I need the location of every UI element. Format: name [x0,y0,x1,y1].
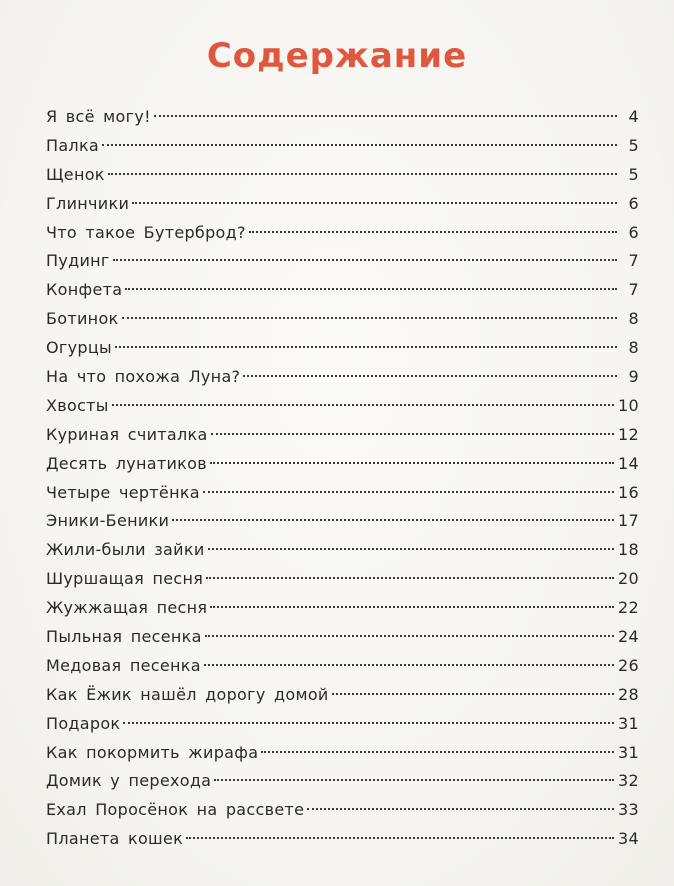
dot-leader [186,837,614,839]
toc-entry-page-number: 7 [628,280,639,300]
toc-entry-title: Как Ёжик нашёл дорогу домой [46,684,329,704]
toc-entry-title: Хвосты [46,395,109,415]
page-title: Содержание [206,36,468,76]
toc-entry-page-number: 6 [628,222,639,242]
toc-entry [46,767,639,796]
toc-entry-title: Пудинг [46,251,110,271]
toc-entry [46,190,639,219]
table-of-contents [46,103,639,854]
toc-entry-page-number: 12 [618,424,639,444]
toc-entry-title: Десять лунатиков [46,453,207,473]
dot-leader [210,462,614,464]
toc-entry [46,681,639,710]
toc-entry [46,305,639,334]
toc-entry [46,363,639,392]
toc-entry-page-number: 16 [618,482,639,502]
toc-entry-page-number: 31 [618,742,639,762]
toc-entry [46,479,639,508]
toc-entry-page-number: 10 [618,395,639,415]
toc-entry-title: Куриная считалка [46,424,208,444]
toc-entry [46,536,639,565]
toc-entry-title: Медовая песенка [46,655,201,675]
toc-entry [46,825,639,854]
dot-leader [261,751,614,753]
dot-leader [204,664,614,666]
dot-leader [205,635,614,637]
toc-entry-title: Планета кошек [46,829,184,849]
dot-leader [307,808,614,810]
dot-leader [115,346,617,348]
dot-leader [123,722,614,724]
toc-entry [46,739,639,768]
toc-entry-title: Жили-были зайки [46,540,205,560]
toc-entry-page-number: 9 [628,367,639,387]
toc-entry [46,565,639,594]
toc-entry-page-number: 24 [618,627,639,647]
toc-entry [46,247,639,276]
toc-entry-page-number: 26 [618,655,639,675]
toc-entry [46,623,639,652]
dot-leader [332,693,614,695]
dot-leader [249,231,617,233]
toc-entry [46,421,639,450]
dot-leader [210,606,614,608]
dot-leader [112,404,614,406]
toc-entry-page-number: 14 [618,453,639,473]
toc-entry-page-number: 17 [618,511,639,531]
toc-entry-title: Эники-Беники [46,511,170,531]
dot-leader [113,259,617,261]
toc-entry-page-number: 22 [618,598,639,618]
dot-leader [154,115,617,117]
toc-entry-page-number: 32 [618,771,639,791]
toc-entry-page-number: 34 [618,829,639,849]
dot-leader [108,173,617,175]
toc-entry [46,219,639,248]
dot-leader [102,144,617,146]
toc-entry-page-number: 31 [618,713,639,733]
toc-entry-title: Четыре чертёнка [46,482,200,502]
dot-leader [243,375,617,377]
toc-entry-title: Жужжащая песня [46,598,208,618]
toc-entry-page-number: 6 [628,193,639,213]
toc-entry-page-number: 5 [628,164,639,184]
toc-entry-title: Палка [46,135,100,155]
toc-entry-title: Как покормить жирафа [46,742,259,762]
toc-entry [46,334,639,363]
dot-leader [206,577,614,579]
toc-entry [46,507,639,536]
toc-entry [46,652,639,681]
toc-entry [46,710,639,739]
toc-entry-page-number: 20 [618,569,639,589]
dot-leader [132,202,617,204]
toc-entry [46,392,639,421]
toc-entry-title: Я всё могу! [46,107,151,126]
dot-leader [208,548,615,550]
toc-entry [46,161,639,190]
dot-leader [214,779,614,781]
dot-leader [203,491,614,493]
toc-entry [46,796,639,825]
toc-entry-page-number: 28 [618,684,639,704]
dot-leader [172,519,614,521]
toc-entry-title: Что такое Бутерброд? [46,222,246,242]
toc-entry-page-number: 7 [628,251,639,271]
toc-entry-page-number: 18 [618,540,639,560]
toc-entry-title: Глинчики [46,193,130,213]
toc-entry-title: Ехал Поросёнок на рассвете [46,800,305,820]
toc-entry-title: Ботинок [46,309,119,329]
toc-entry [46,132,639,161]
toc-entry [46,276,639,305]
toc-entry [46,450,639,479]
toc-entry-title: Подарок [46,713,121,733]
dot-leader [125,288,617,290]
toc-entry-title: Шуршащая песня [46,569,204,589]
toc-entry-title: На что похожа Луна? [46,367,241,387]
toc-entry-page-number: 8 [628,309,639,329]
toc-entry-title: Пыльная песенка [46,627,202,647]
dot-leader [122,317,618,319]
toc-entry-title: Конфета [46,280,123,300]
toc-entry-title: Огурцы [46,338,112,358]
toc-entry-title: Щенок [46,164,105,184]
toc-entry [46,594,639,623]
toc-entry-page-number: 33 [618,800,639,820]
toc-entry-page-number: 4 [628,107,639,126]
toc-entry-title: Домик у перехода [46,771,212,791]
toc-entry-page-number: 5 [628,135,639,155]
dot-leader [211,433,614,435]
toc-entry [46,103,639,132]
toc-entry-page-number: 8 [628,338,639,358]
